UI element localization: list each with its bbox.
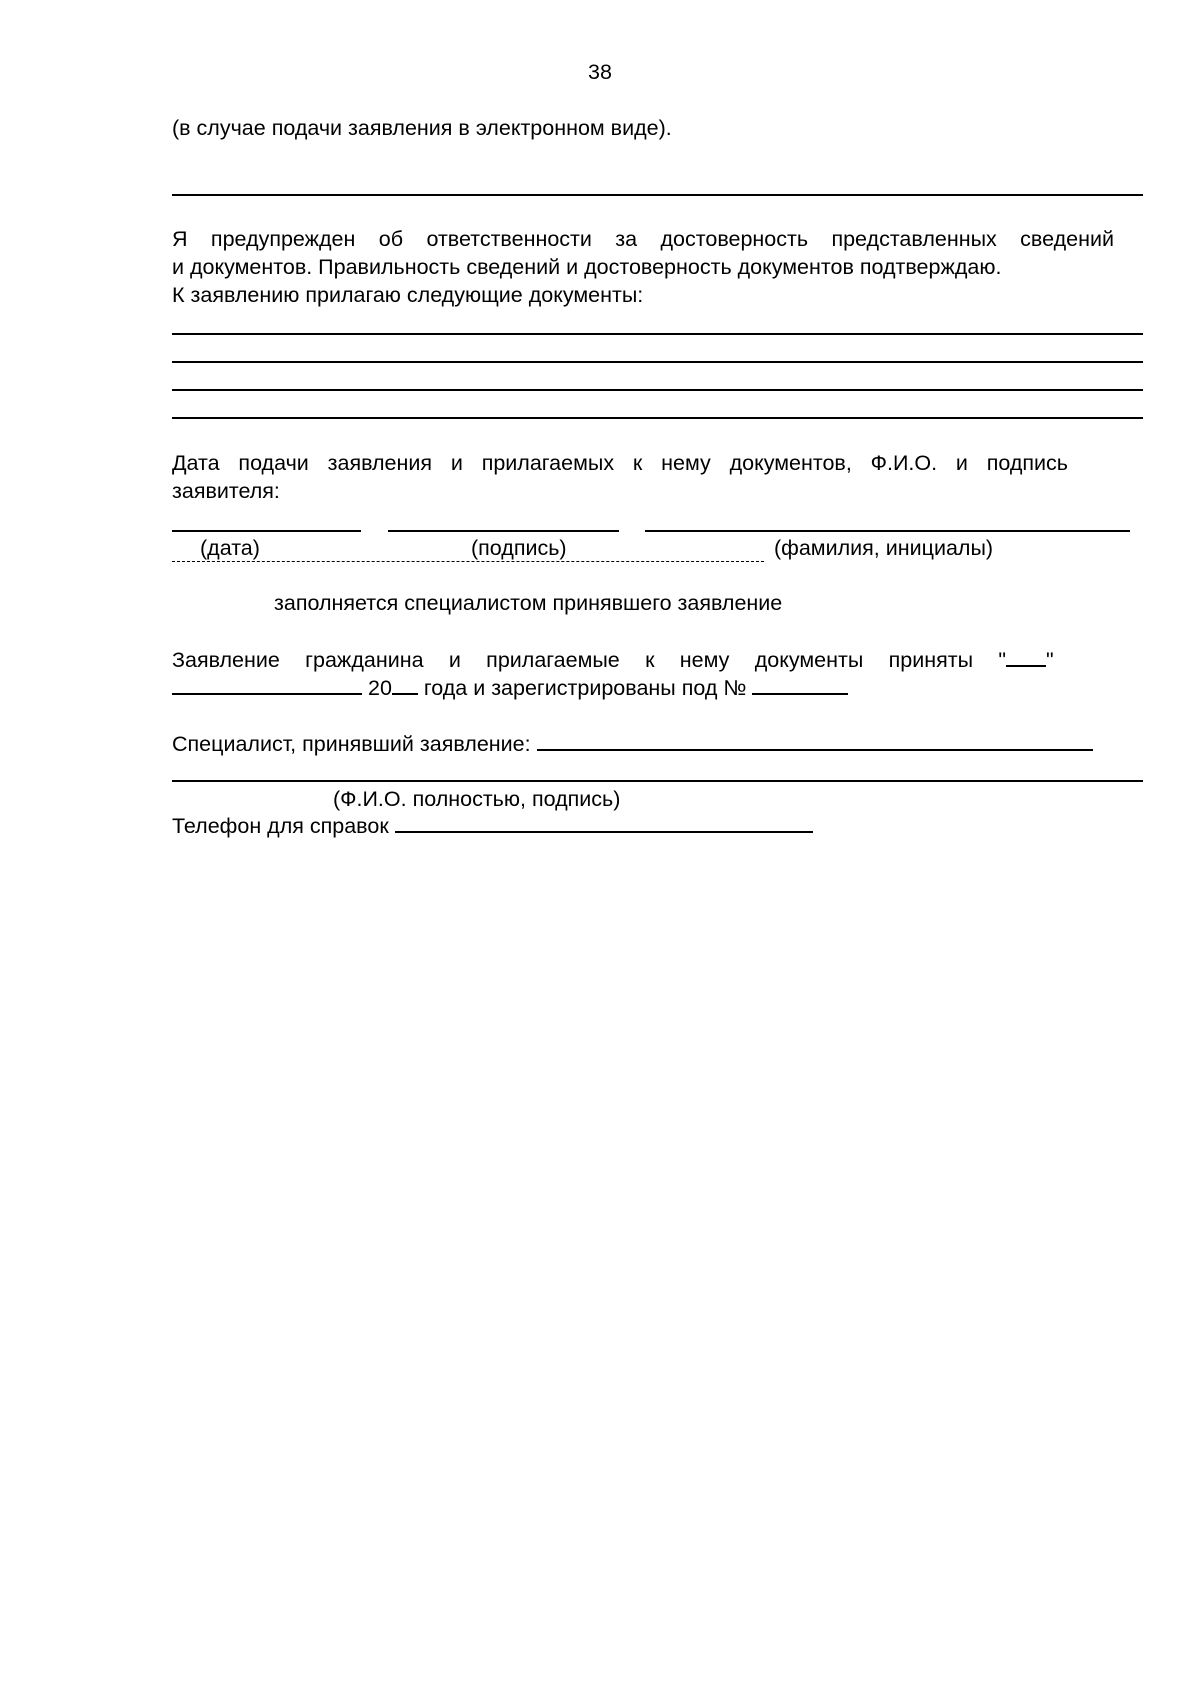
attachment-line-1 (172, 333, 1143, 335)
blank-line (172, 194, 1143, 196)
acceptance-line-2 (172, 673, 848, 702)
attachment-line-4 (172, 417, 1143, 419)
attachment-line-3 (172, 389, 1143, 391)
declaration-line-3: К заявлению прилагаю следующие документы: (172, 283, 644, 307)
phone-blank (395, 811, 813, 833)
year-prefix: 20 (367, 676, 392, 700)
day-blank (1006, 645, 1046, 667)
specialist-blank (537, 729, 1093, 751)
date-section-line-1: Дата подачи заявления и прилагаемых к нему документов, Ф.И.О. и подпись (172, 451, 1068, 475)
registration-number-blank (752, 673, 848, 695)
date-blank (172, 530, 361, 532)
specialist-caption: (Ф.И.О. полностью, подпись) (333, 787, 621, 811)
date-section-line-2: заявителя: (172, 479, 280, 503)
name-blank (645, 530, 1130, 532)
dashed-separator (172, 561, 764, 562)
month-blank (172, 673, 362, 695)
signature-caption: (подпись) (471, 536, 567, 560)
declaration-line-1: Я предупрежден об ответственности за достоверность представленных сведений (172, 227, 1114, 251)
date-caption: (дата) (200, 536, 260, 560)
specialist-label: Специалист, принявший заявление: (172, 732, 531, 756)
attachment-line-2 (172, 361, 1143, 363)
declaration-line-2: и документов. Правильность сведений и достоверность документов подтверждаю. (172, 255, 1002, 279)
acceptance-line-1 (172, 645, 1072, 674)
acceptance-registration-text: года и зарегистрированы под № (423, 676, 747, 700)
page-number: 38 (588, 60, 612, 84)
acceptance-quote-close: " (1046, 648, 1054, 672)
phone-label: Телефон для справок (172, 814, 389, 838)
specialist-line (172, 729, 1093, 758)
specialist-full-line (172, 780, 1143, 782)
specialist-note: заполняется специалистом принявшего заявление (274, 591, 783, 615)
year-blank (392, 673, 418, 695)
acceptance-text: Заявление гражданина и прилагаемые к нему документы приняты " (172, 648, 1006, 672)
phone-line (172, 811, 813, 840)
signature-blank (388, 530, 619, 532)
intro-line: (в случае подачи заявления в электронном виде). (172, 116, 672, 140)
name-caption: (фамилия, инициалы) (774, 536, 994, 560)
